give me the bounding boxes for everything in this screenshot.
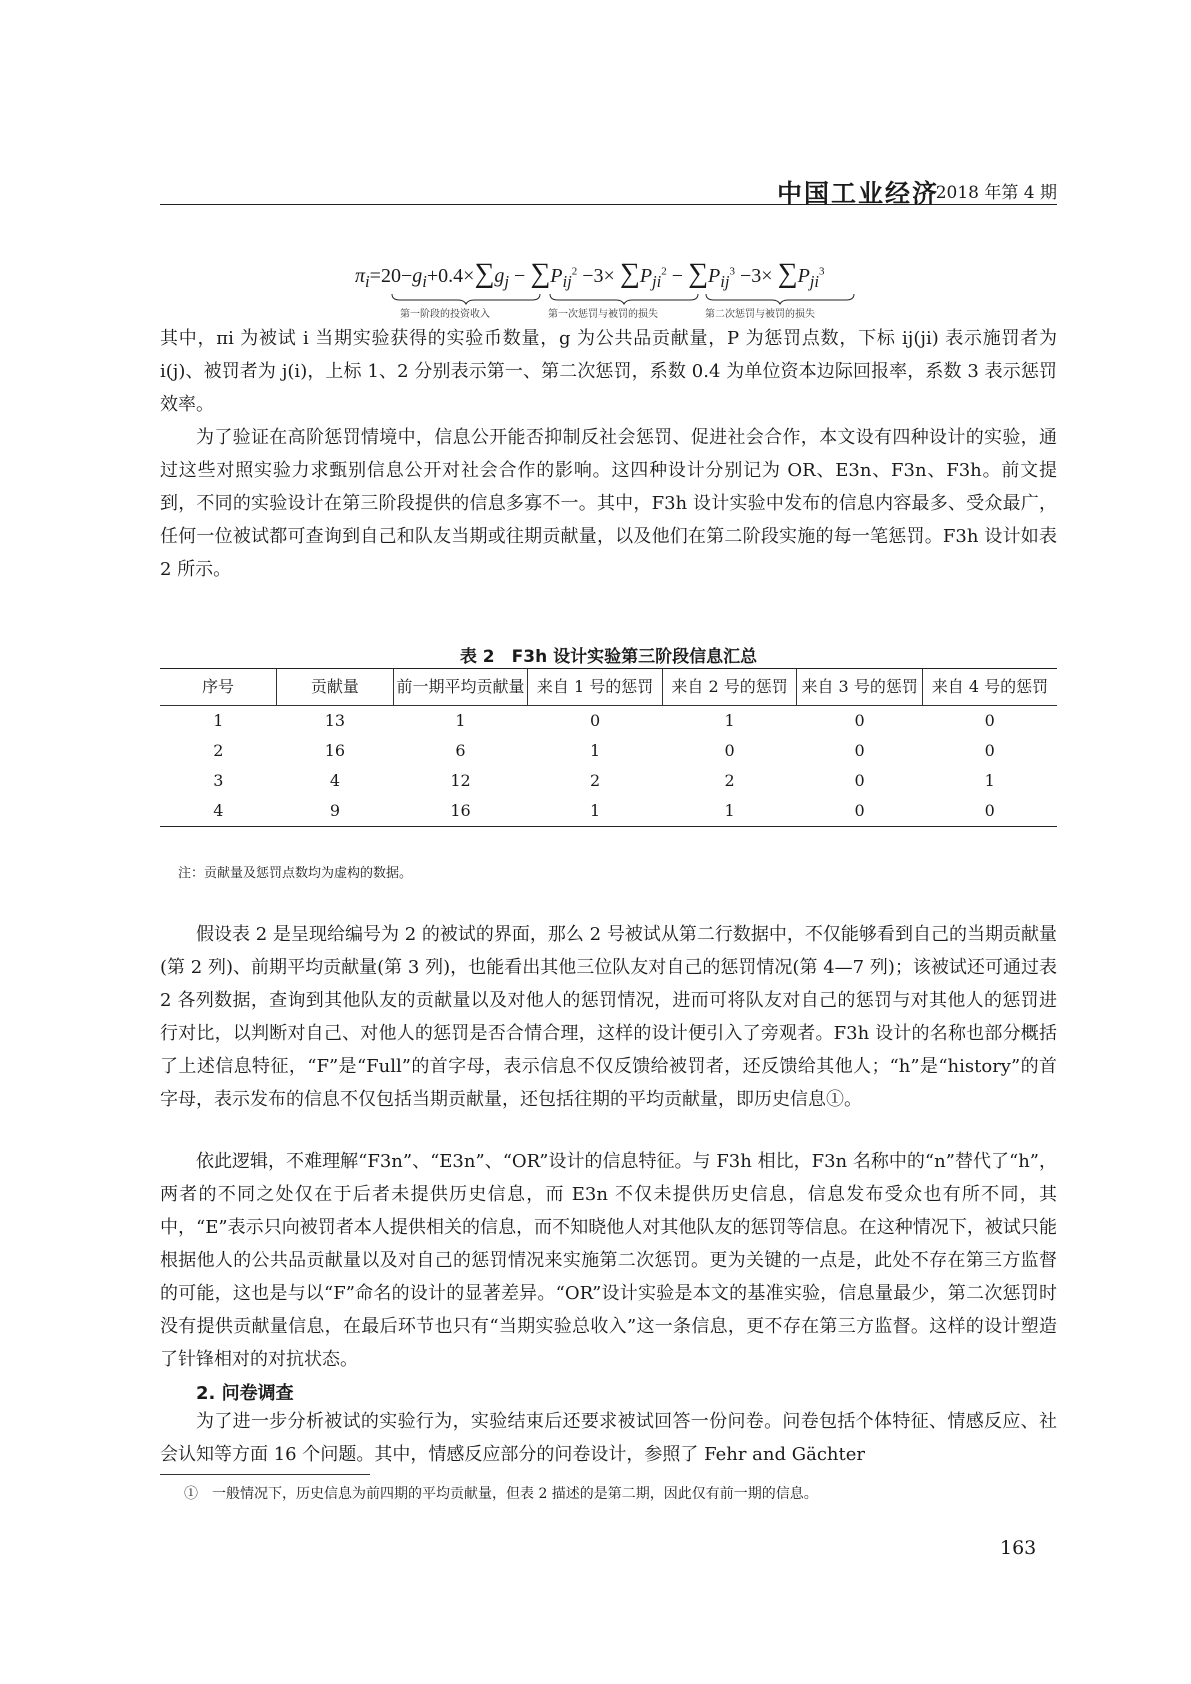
- table-cell: 16: [324, 741, 346, 760]
- table-cell: 0: [589, 711, 601, 730]
- formula-expression: $\pi_i=20-g_i+0.4\times\sum g_j - \sum P_{ij}^2 -3\times \sum P_{ji}^2 - \sum P_{ij}^3 -3\times \sum P_{ji}^3$: [355, 258, 825, 291]
- table-cell: 9: [277, 796, 394, 827]
- table-header-cell: 来自 2 号的惩罚: [662, 669, 797, 706]
- page-number: 163: [1000, 1537, 1037, 1559]
- table-cell: 1: [984, 771, 995, 790]
- table-cell: 1: [662, 796, 797, 827]
- table-row: [160, 706, 1057, 737]
- section-heading: 2. 问卷调查: [196, 1383, 294, 1404]
- footnote: ① 一般情况下，历史信息为前四期的平均贡献量，但表 2 描述的是第二期，因此仅有前一期的信息。: [184, 1486, 818, 1502]
- paragraph-design-logic: 依此逻辑，不难理解“F3n”、“E3n”、“OR”设计的信息特征。与 F3h 相比，F3n 名称中的“n”替代了“h”，两者的不同之处仅在于后者未提供历史信息，而 E3n 不仅未提供历史信息，信息发布受众也有所不同，其中，“E”表示只向被罚者本人提供相关的信息，而不知晓他人对其他队友的惩罚等信息。在这种情况下，被试只能根据他人的公共品贡献量以及对自己的惩罚情况来实施第二次惩罚。更为关键的一点是，此处不存在第三方监督的可能，这也是与以“F”命名的设计的显著差异。“OR”设计实验是本文的基准实验，信息量最少，第二次惩罚时没有提供贡献量信息，在最后环节也只有“当期实验总收入”这一条信息，更不存在第三方监督。这样的设计塑造了针锋相对的对抗状态。: [160, 1151, 1057, 1370]
- table-header-cell: 贡献量: [277, 669, 394, 706]
- table-cell: 0: [797, 796, 923, 827]
- issue-label: 2018 年第 4 期: [935, 183, 1057, 203]
- table-cell: 2: [724, 771, 735, 790]
- brace-label-3: 第二次惩罚与被罚的损失: [705, 309, 815, 320]
- paragraph-formula-explanation: 其中，πi 为被试 i 当期实验获得的实验币数量，g 为公共品贡献量，P 为惩罚点数，下标 ij(ji) 表示施罚者为 i(j)、被罚者为 j(i)，上标 1、2 分别表示第一、第二次惩罚，系数 0.4 为单位资本边际回报率，系数 3 表示惩罚效率。: [160, 328, 1057, 415]
- table-cell: 0: [984, 741, 995, 760]
- payoff-formula: [355, 238, 875, 318]
- brace-label-2: 第一次惩罚与被罚的损失: [548, 309, 658, 320]
- table-cell: 1: [589, 741, 601, 760]
- table-cell: 4: [160, 796, 277, 827]
- brace-label-1: 第一阶段的投资收入: [400, 309, 490, 320]
- table-cell: 6: [455, 741, 466, 760]
- table-header-cell: 来自 3 号的惩罚: [797, 669, 923, 706]
- footnote-divider: [160, 1474, 370, 1475]
- table-header-cell: 序号: [160, 669, 277, 706]
- table-header-cell: 前一期平均贡献量: [393, 669, 528, 706]
- table-row: [160, 796, 1057, 827]
- table-cell: 1: [213, 711, 224, 730]
- table-cell: 16: [393, 796, 528, 827]
- table-cell: 3: [213, 771, 224, 790]
- table-row: [160, 736, 1057, 766]
- table-cell: 0: [854, 711, 865, 730]
- table-cell: 12: [450, 771, 471, 790]
- table-cell: 2: [213, 741, 224, 760]
- table-header-row: [160, 669, 1057, 706]
- table-row: [160, 766, 1057, 796]
- info-table: [160, 668, 1057, 827]
- paragraph-table-explanation: 假设表 2 是呈现给编号为 2 的被试的界面，那么 2 号被试从第二行数据中，不仅能够看到自己的当期贡献量(第 2 列)、前期平均贡献量(第 3 列)，也能看出其他三位队友对自己的惩罚情况(第 4—7 列)；该被试还可通过表 2 各列数据，查询到其他队友的贡献量以及对他人的惩罚情况，进而可将队友对自己的惩罚与对其他人的惩罚进行对比，以判断对自己、对他人的惩罚是否合情合理，这样的设计便引入了旁观者。F3h 设计的名称也部分概括了上述信息特征，“F”是“Full”的首字母，表示信息不仅反馈给被罚者，还反馈给其他人；“h”是“history”的首字母，表示发布的信息不仅包括当期贡献量，还包括往期的平均贡献量，即历史信息①。: [160, 924, 1057, 1110]
- table-cell: 13: [324, 711, 346, 730]
- table-cell: 4: [329, 771, 340, 790]
- table-cell: 0: [854, 771, 865, 790]
- table-note: 注：贡献量及惩罚点数均为虚构的数据。: [178, 866, 413, 881]
- table-cell: 0: [724, 741, 735, 760]
- table-cell: 0: [984, 711, 995, 730]
- paragraph-design-intro: 为了验证在高阶惩罚情境中，信息公开能否抑制反社会惩罚、促进社会合作，本文设有四种设计的实验，通过这些对照实验力求甄别信息公开对社会合作的影响。这四种设计分别记为 OR、E3n、F3n、F3h。前文提到，不同的实验设计在第三阶段提供的信息多寡不一。其中，F3h 设计实验中发布的信息内容最多、受众最广，任何一位被试都可查询到自己和队友当期或往期贡献量，以及他们在第二阶段实施的每一笔惩罚。F3h 设计如表 2 所示。: [160, 427, 1057, 580]
- table-header-cell: 来自 4 号的惩罚: [922, 669, 1057, 706]
- table-caption: 表 2 F3h 设计实验第三阶段信息汇总: [459, 647, 758, 667]
- table-header-cell: 来自 1 号的惩罚: [528, 669, 663, 706]
- table-cell: 2: [589, 771, 601, 790]
- table-cell: 1: [528, 796, 663, 827]
- table-cell: 1: [724, 711, 735, 730]
- table-cell: 0: [922, 796, 1057, 827]
- table-cell: 1: [455, 711, 466, 730]
- paragraph-questionnaire: 为了进一步分析被试的实验行为，实验结束后还要求被试回答一份问卷。问卷包括个体特征、情感反应、社会认知等方面 16 个问题。其中，情感反应部分的问卷设计，参照了 Fehr and Gächter: [160, 1411, 1057, 1465]
- table-cell: 0: [854, 741, 865, 760]
- running-header: [160, 178, 1057, 208]
- journal-title: 中国工业经济: [776, 179, 939, 208]
